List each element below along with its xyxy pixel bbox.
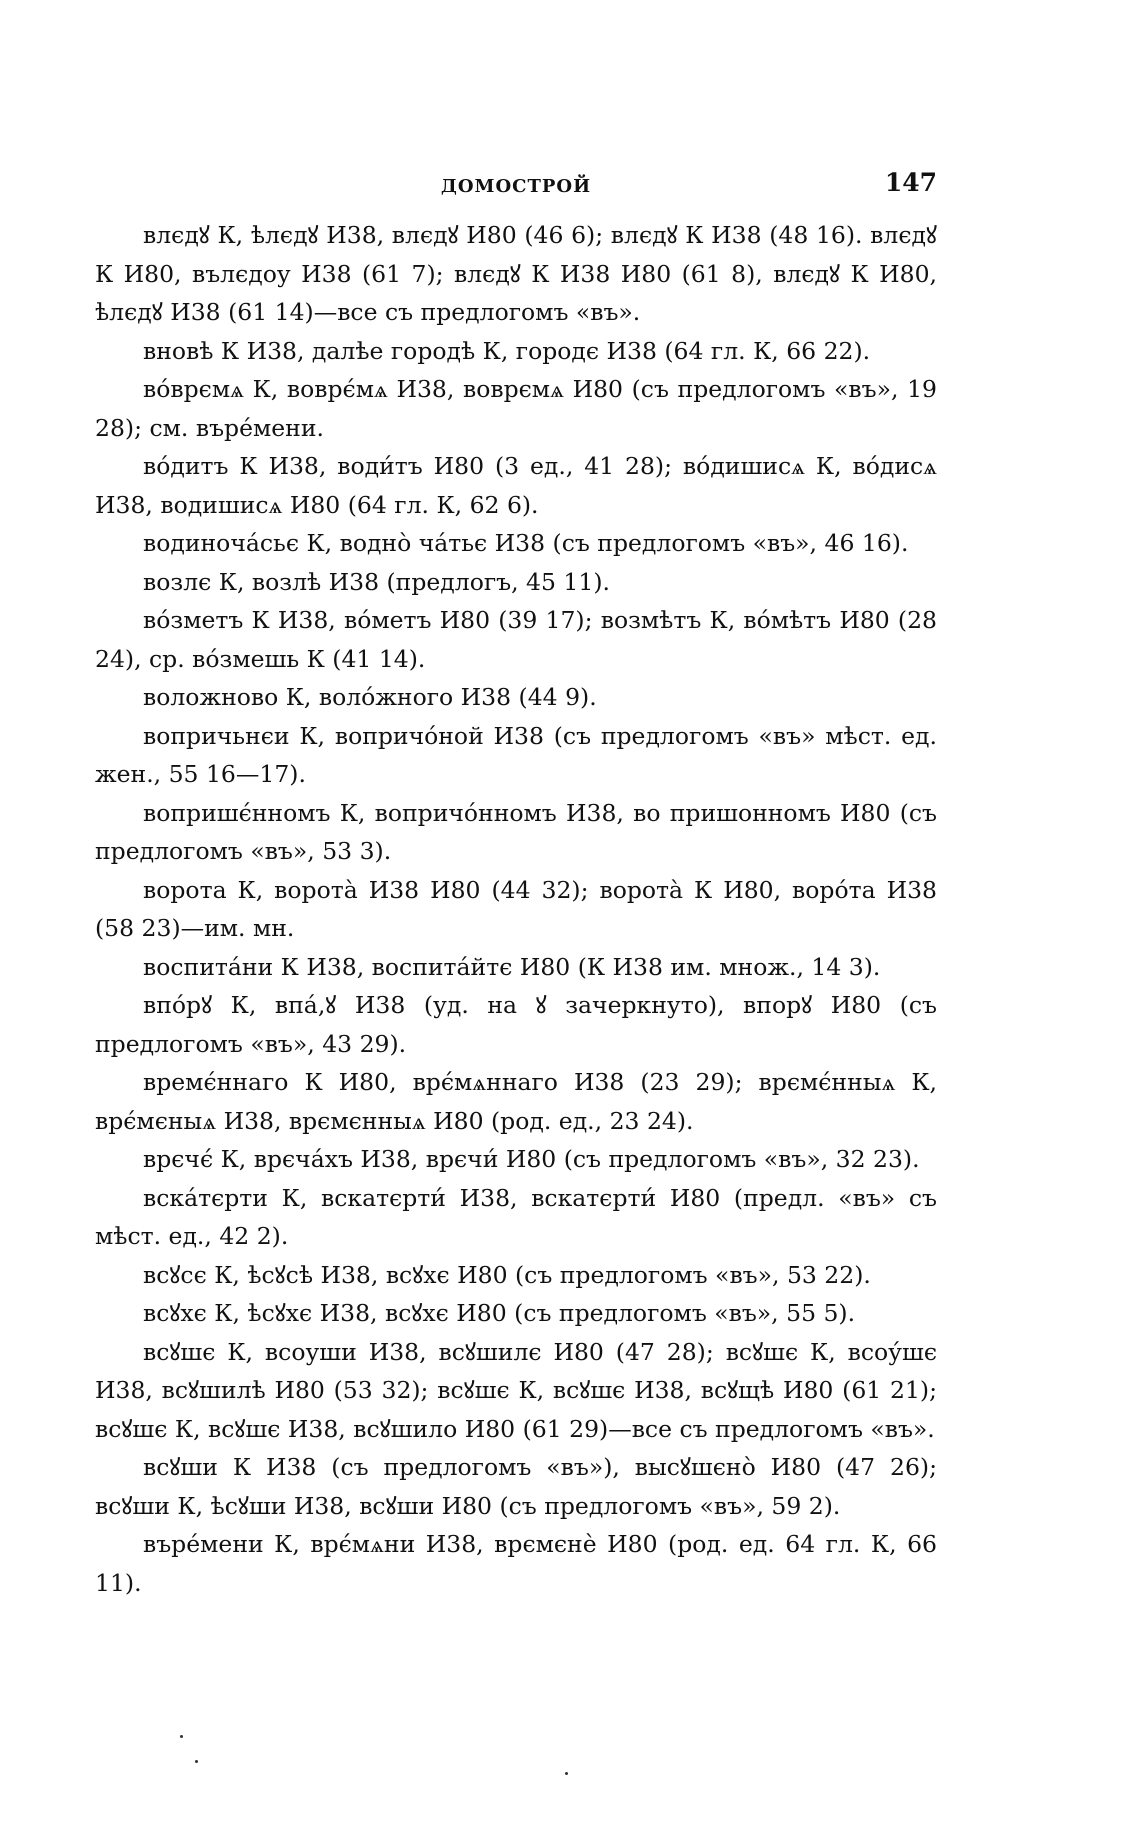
dictionary-entry: вопричьнєи К, вопричо́ной И38 (съ предлогомъ «въ» мѣст. ед. жен., 55 16—17).	[95, 721, 937, 788]
book-page	[95, 168, 937, 1602]
dictionary-entry: водиноча́сьє К, водно̀ ча́тьє И38 (съ предлогомъ «въ», 46 16).	[143, 529, 909, 557]
dictionary-entry: всꙋшє К, всоуши И38, всꙋшилє И80 (47 28); всꙋшє К, всоу́шє И38, всꙋшилѣ И80 (53 32); всꙋшє К, всꙋшє И38, всꙋщѣ И80 (61 21); всꙋшє К, всꙋшє И38, всꙋшило И80 (61 29)—все съ предлогомъ «въ».	[95, 1337, 937, 1443]
dictionary-entry: всꙋхє К, ѣсꙋхє И38, всꙋхє И80 (съ предлогомъ «въ», 55 5).	[143, 1299, 856, 1327]
dictionary-entry: во́врємѧ К, воврє́мѧ И38, воврємѧ И80 (съ предлогомъ «въ», 19 28); см. въре́мени.	[95, 375, 937, 442]
dictionary-entry: воспита́ни К И38, воспита́йтє И80 (К И38 им. множ., 14 3).	[143, 952, 881, 981]
scan-speck	[180, 1735, 183, 1738]
dictionary-entry: вновѣ К И38, далѣе городѣ К, городє И38 (64 гл. К, 66 22).	[143, 336, 871, 365]
dictionary-entry: возлє К, возлѣ И38 (предлогъ, 45 11).	[143, 567, 610, 596]
scan-speck	[195, 1760, 198, 1763]
dictionary-entry: времє́ннаго К И80, врє́мѧннаго И38 (23 29); врємє́нныѧ К, врє́мєныѧ И38, врємєнныѧ И80 (род. ед., 23 24).	[95, 1068, 937, 1135]
running-head	[95, 168, 937, 208]
scan-speck	[565, 1772, 568, 1775]
dictionary-entry: вопришє́нномъ К, вопричо́нномъ И38, во пришонномъ И80 (съ предлогомъ «въ», 53 3).	[95, 798, 937, 865]
dictionary-entry: всꙋши К И38 (съ предлогомъ «въ»), высꙋшєно̀ И80 (47 26); всꙋши К, ѣсꙋши И38, всꙋши И80 (съ предлогомъ «въ», 59 2).	[95, 1453, 937, 1520]
page-number: 147	[884, 168, 937, 197]
dictionary-entry: влєдꙋ К, ѣлєдꙋ И38, влєдꙋ И80 (46 6); влєдꙋ К И38 (48 16). влєдꙋ К И80, вълєдоу И38 (61 7); влєдꙋ К И38 И80 (61 8), влєдꙋ К И80, ѣлєдꙋ И38 (61 14)—все съ предлогомъ «въ».	[95, 221, 937, 326]
dictionary-entry: въре́мени К, врє́мѧни И38, врємєнѐ И80 (род. ед. 64 гл. К, 66 11).	[95, 1530, 937, 1597]
dictionary-entry: во́дитъ К И38, води́тъ И80 (3 ед., 41 28); во́дишисѧ К, во́дисѧ И38, водишисѧ И80 (64 гл. К, 62 6).	[95, 452, 937, 519]
dictionary-entry: врєчє́ К, врєча́хъ И38, врєчи́ И80 (съ предлогомъ «въ», 32 23).	[143, 1145, 920, 1173]
running-title: ДОМОСТРОЙ	[440, 176, 592, 197]
dictionary-entry: всꙋсє К, ѣсꙋсѣ И38, всꙋхє И80 (съ предлогомъ «въ», 53 22).	[143, 1260, 871, 1289]
dictionary-entry: ворота К, воротà И38 И80 (44 32); воротà К И80, воро́та И38 (58 23)—им. мн.	[95, 875, 937, 942]
dictionary-entry: вска́тєрти К, вскатєрти́ И38, вскатєрти́ И80 (предл. «въ» съ мѣст. ед., 42 2).	[95, 1183, 937, 1250]
dictionary-entry: во́зметъ К И38, во́метъ И80 (39 17); возмѣтъ К, во́мѣтъ И80 (28 24), ср. во́змешь К (41 14).	[95, 606, 937, 673]
dictionary-entry: воложново К, воло́жного И38 (44 9).	[143, 683, 597, 711]
dictionary-entry: впо́рꙋ К, впа́,ꙋ И38 (уд. на ꙋ зачеркнуто), впорꙋ И80 (съ предлогомъ «въ», 43 29).	[95, 991, 937, 1058]
